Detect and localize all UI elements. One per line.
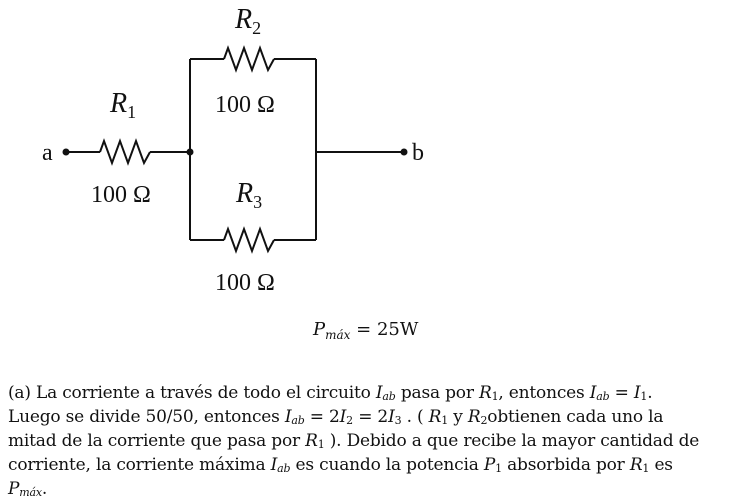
resistor-r2-zigzag [224, 48, 274, 70]
node-b-label: b [412, 140, 424, 166]
resistor-r3-zigzag [224, 229, 274, 251]
r2-value: 100 Ω [215, 92, 275, 118]
text-line-3: mitad de la corriente que pasa por $R_1$ ). Debido a que recibe la mayor cantidad de [8, 431, 700, 451]
resistor-r1-zigzag [100, 141, 150, 163]
text-line-1: (a) La corriente a través de todo el circuito $I_{ab}$ pasa por $R_1$, entonces $I_{ab} = I_1$. [8, 383, 653, 403]
r3-name: $R_3$ [236, 178, 263, 212]
r1-value: 100 Ω [91, 182, 151, 208]
node-a-label: a [42, 140, 53, 166]
text-line-2: Luego se divide 50/50, entonces $I_{ab} = 2I_2 = 2I_3$ . ( $R_1$ y $R_2obtienen$ cada uno la [8, 407, 664, 427]
text-line-4: corriente, la corriente máxima $I_{ab}$ es cuando la potencia $P_1$ absorbida por $R_1$ es [8, 455, 673, 475]
r1-name: $R_1$ [110, 88, 137, 122]
r2-name: $R_2$ [235, 4, 262, 38]
junction-dot [187, 149, 194, 156]
terminal-a-dot [63, 149, 70, 156]
wires [66, 48, 404, 251]
explanation-text [8, 381, 732, 501]
pmax-equation: $P_{máx} = 25W$ [313, 319, 419, 342]
text-line-5: $P_{máx}$. [8, 479, 48, 499]
r3-value: 100 Ω [215, 270, 275, 296]
terminal-b-dot [401, 149, 408, 156]
